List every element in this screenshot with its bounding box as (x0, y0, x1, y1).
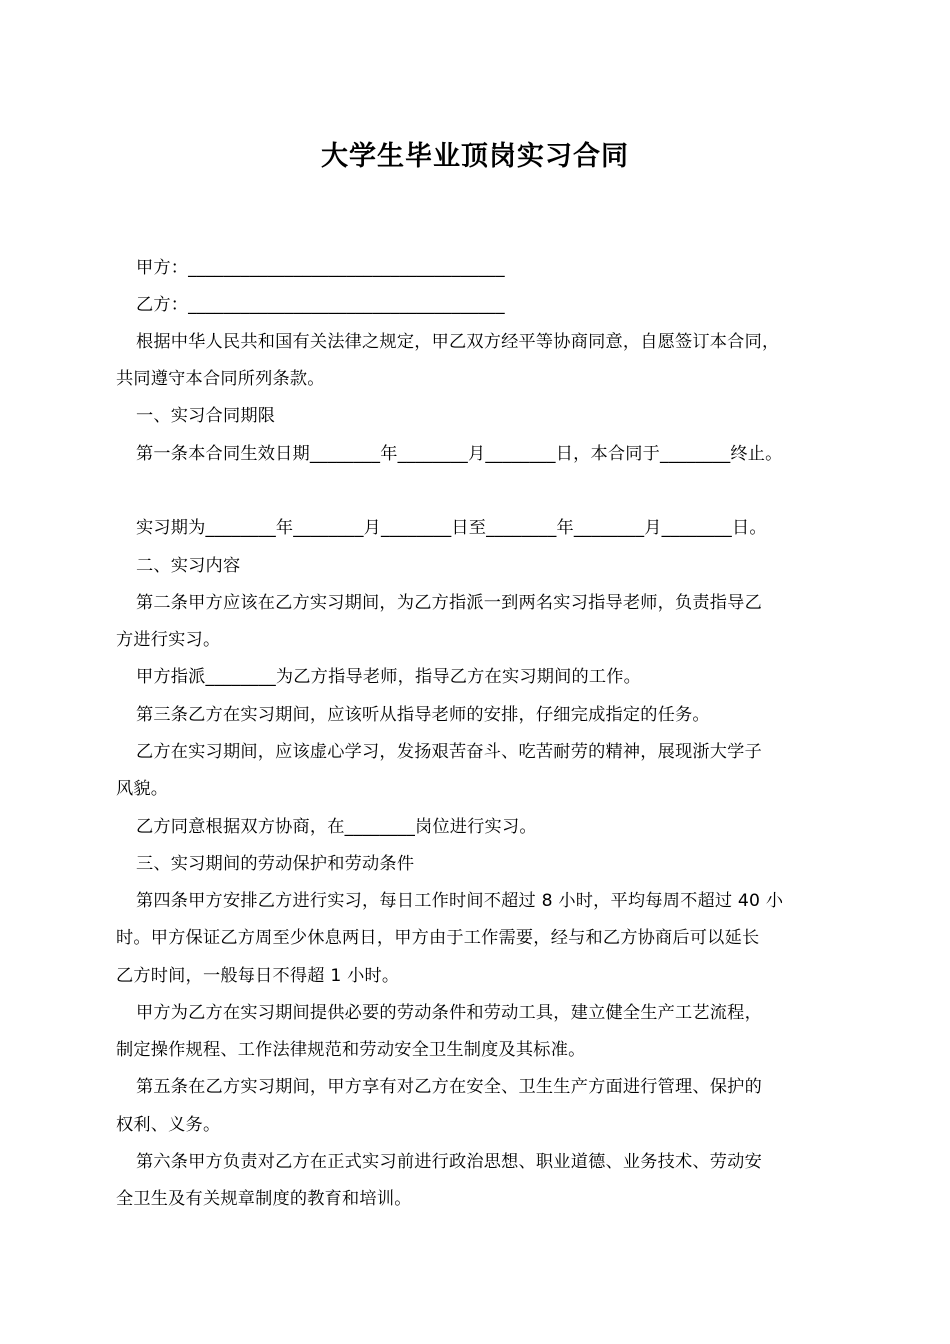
section-heading: 一、实习合同期限 (136, 406, 276, 426)
paragraph-line: 第四条甲方安排乙方进行实习，每日工作时间不超过 8 小时，平均每周不超过 40 小 (136, 891, 784, 911)
paragraph-line: 乙方同意根据双方协商，在________岗位进行实习。 (136, 817, 537, 837)
party-a-line: 甲方：____________________________________ (136, 258, 505, 278)
section-heading: 二、实习内容 (136, 556, 241, 576)
paragraph-line: 时。甲方保证乙方周至少休息两日，甲方由于工作需要，经与和乙方协商后可以延长 (116, 928, 760, 948)
paragraph-line: 甲方指派________为乙方指导老师，指导乙方在实习期间的工作。 (136, 667, 642, 687)
paragraph-line: 实习期为________年________月________日至________年________月________日。 (136, 518, 767, 538)
paragraph-line: 甲方为乙方在实习期间提供必要的劳动条件和劳动工具，建立健全生产工艺流程， (136, 1003, 762, 1023)
party-b-line: 乙方：____________________________________ (136, 295, 505, 315)
paragraph-line: 风貌。 (116, 779, 169, 799)
document-title: 大学生毕业顶岗实习合同 (321, 141, 629, 172)
paragraph-line: 乙方时间，一般每日不得超 1 小时。 (116, 966, 400, 986)
paragraph-line: 全卫生及有关规章制度的教育和培训。 (116, 1189, 412, 1209)
paragraph-line: 第二条甲方应该在乙方实习期间，为乙方指派一到两名实习指导老师，负责指导乙 (136, 593, 762, 613)
paragraph-line: 制定操作规程、工作法律规范和劳动安全卫生制度及其标准。 (116, 1040, 586, 1060)
paragraph-line: 乙方在实习期间，应该虚心学习，发扬艰苦奋斗、吃苦耐劳的精神，展现浙大学子 (136, 742, 762, 762)
paragraph-line: 第六条甲方负责对乙方在正式实习前进行政治思想、职业道德、业务技术、劳动安 (136, 1152, 762, 1172)
paragraph-line: 第五条在乙方实习期间，甲方享有对乙方在安全、卫生生产方面进行管理、保护的 (136, 1077, 762, 1097)
paragraph-line: 权利、义务。 (116, 1115, 221, 1135)
paragraph-line: 第三条乙方在实习期间，应该听从指导老师的安排，仔细完成指定的任务。 (136, 705, 710, 725)
paragraph-line: 方进行实习。 (116, 630, 221, 650)
section-heading: 三、实习期间的劳动保护和劳动条件 (136, 854, 415, 874)
paragraph-line: 共同遵守本合同所列条款。 (116, 369, 325, 389)
paragraph-line: 第一条本合同生效日期________年________月________日，本合同于________终止。 (136, 444, 783, 464)
paragraph-line: 根据中华人民共和国有关法律之规定，甲乙双方经平等协商同意，自愿签订本合同， (136, 332, 780, 352)
